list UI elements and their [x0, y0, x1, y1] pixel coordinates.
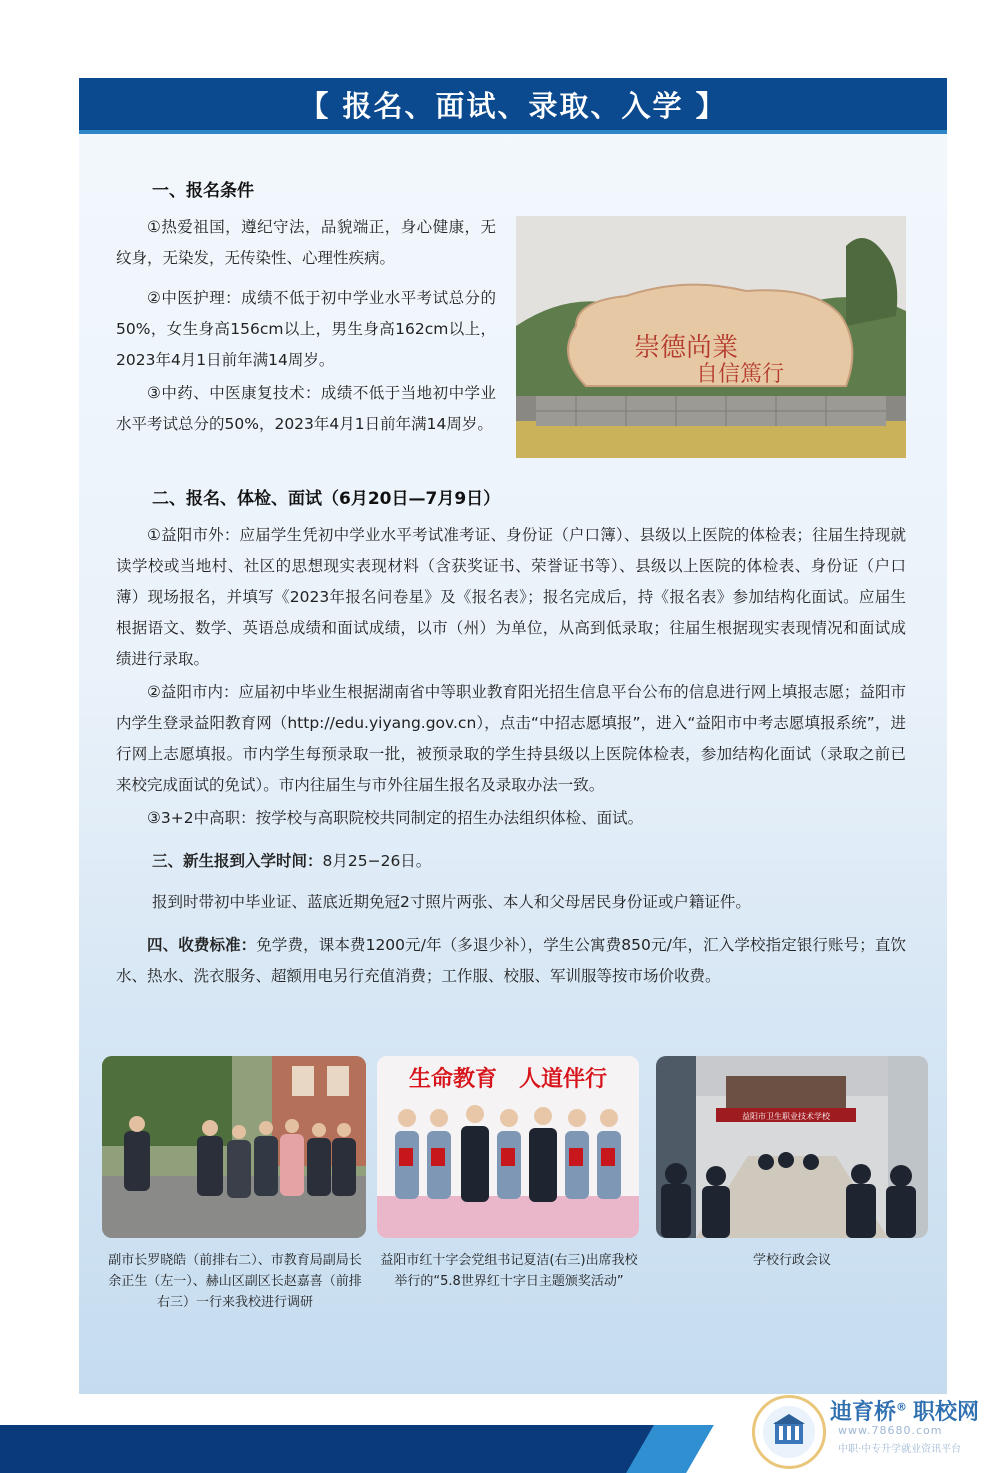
enrollment-time	[152, 846, 902, 877]
photo-1-caption: 副市长罗晓皓（前排右二）、市教育局副局长余正生（左一）、赫山区副区长赵嘉喜（前排右三）一行来我校进行调研	[108, 1253, 362, 1310]
stone-inscription-2: 自信篤行	[696, 362, 785, 387]
stone-scene	[516, 216, 906, 458]
registration-3plus2: ③3+2中高职：按学校与高职院校共同制定的招生办法组织体检、面试。	[147, 809, 644, 827]
enrollment-documents: 报到时带初中毕业证、蓝底近期免冠2寸照片两张、本人和父母居民身份证或户籍证件。	[152, 893, 751, 911]
section-4-heading: 四、收费标准：	[147, 936, 257, 954]
watermark-brand: 迪育桥® 职校网	[830, 1400, 980, 1425]
ceremony-banner-text: 生命教育 人道伴行	[408, 1067, 608, 1092]
watermark-slogan: 中职·中专升学就业资讯平台	[838, 1444, 962, 1455]
fee-standard	[116, 930, 906, 992]
requirement-1: ①热爱祖国，遵纪守法，品貌端正，身心健康，无纹身，无染发，无传染性、心理性疾病。	[116, 218, 496, 267]
requirement-3: ③中药、中医康复技术：成绩不低于当地初中学业水平考试总分的50%，2023年4月1日前年满14周岁。	[116, 384, 496, 433]
enrollment-date: 8月25−26日。	[322, 852, 432, 870]
photo-2-caption: 益阳市红十字会党组书记夏洁(右三)出席我校举行的“5.8世界红十字日主题颁奖活动”	[380, 1253, 638, 1289]
footer-bar	[0, 1425, 680, 1473]
photo-admin-meeting	[656, 1056, 928, 1238]
photo-official-visit	[102, 1056, 366, 1238]
registration-outside-city: ①益阳市外：应届学生凭初中学业水平考试准考证、身份证（户口簿）、县级以上医院的体检表；往届生持现就读学校或当地村、社区的思想现实表现材料（含获奖证书、荣誉证书等）、县级以上医院的体检表、身份证（户口薄）现场报名，并填写《2023年报名问卷星》及《报名表》；报名完成后，持《报名表》参加结构化面试。应届生根据语文、数学、英语总成绩和面试成绩，以市（州）为单位，从高到低录取；往届生根据现实表现情况和面试成绩进行录取。	[116, 526, 906, 668]
section-3-heading: 三、新生报到入学时间：	[152, 852, 323, 870]
section-2-heading: 二、报名、体检、面试（6月20日—7月9日）	[152, 489, 501, 509]
page-title: 【 报名、面试、录取、入学 】	[299, 88, 727, 123]
fee-details: 免学费，课本费1200元/年（多退少补），学生公寓费850元/年，汇入学校指定银行账号；直饮水、热水、洗衣服务、超额用电另行充值消费；工作服、校服、军训服等按市场价收费。	[116, 936, 906, 985]
requirement-2: ②中医护理：成绩不低于初中学业水平考试总分的50%，女生身高156cm以上，男生身高162cm以上，2023年4月1日前年满14周岁。	[116, 289, 496, 369]
section-1-heading: 一、报名条件	[152, 181, 254, 201]
registration-inside-city: ②益阳市内：应届初中毕业生根据湖南省中等职业教育阳光招生信息平台公布的信息进行网上填报志愿；益阳市内学生登录益阳教育网（http://edu.yiyang.gov.cn），点击“中招志愿填报”，进入“益阳市中考志愿填报系统”，进行网上志愿填报。市内学生每预录取一批，被预录取的学生持县级以上医院体检表，参加结构化面试（录取之前已来校完成面试的免试）。市内往届生与市外往届生报名及录取办法一致。	[116, 683, 906, 794]
watermark-url: www.78680.com	[838, 1424, 943, 1437]
photo-award-ceremony	[377, 1056, 639, 1238]
stone-inscription-1: 崇德尚業	[634, 333, 739, 363]
campus-stone-photo	[516, 216, 906, 458]
meeting-room-banner: 益阳市卫生职业技术学校	[742, 1112, 830, 1121]
book-icon	[755, 1398, 823, 1466]
watermark-logo	[752, 1395, 826, 1469]
photo-3-caption: 学校行政会议	[752, 1253, 831, 1268]
section-banner	[79, 78, 947, 134]
